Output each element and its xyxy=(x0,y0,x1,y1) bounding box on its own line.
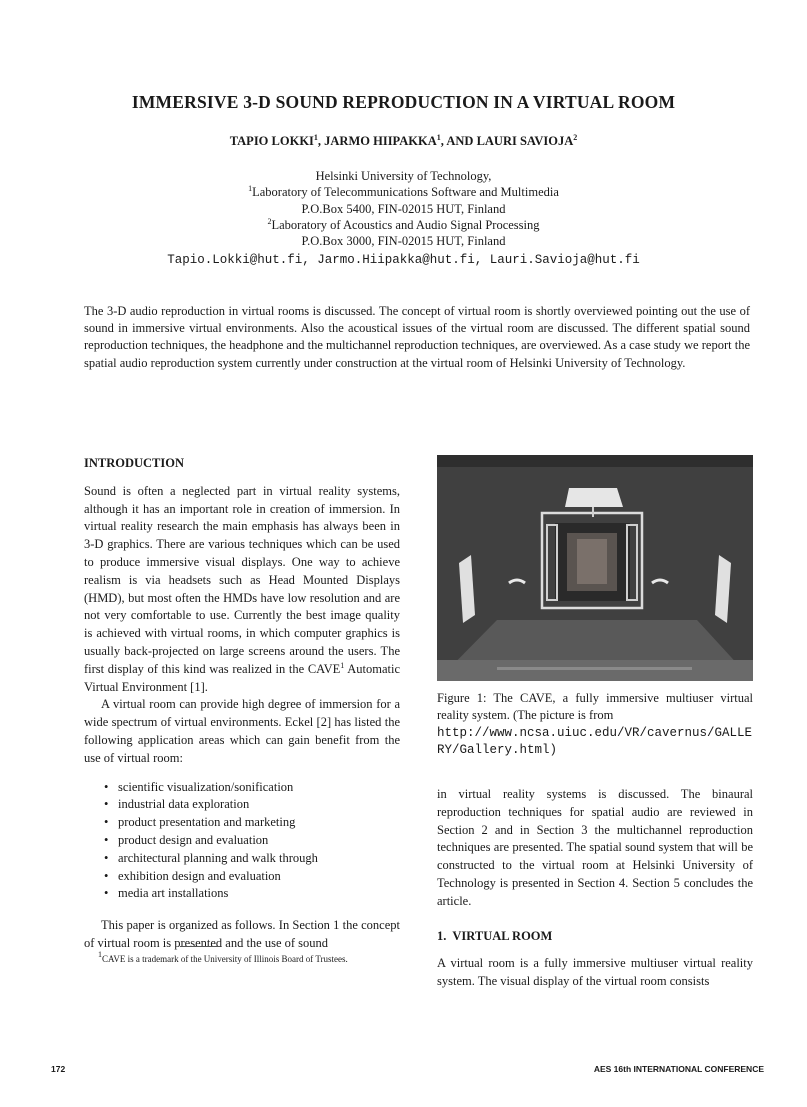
page-number: 172 xyxy=(51,1064,66,1074)
author-separator: , xyxy=(317,134,325,148)
affiliation-address1: P.O.Box 5400, FIN-02015 HUT, Finland xyxy=(301,202,506,216)
author-line xyxy=(0,134,807,149)
bullet-icon: • xyxy=(104,832,109,847)
right-paragraph-1: in virtual reality systems is discussed. The binaural reproduction techniques for spatial audio are reviewed in Section 2 and in Section 3 the multichannel reproduction techniques are presented. The spatial sound system that will be constructed to the virtual room at Helsinki University of Technology is presented in Section 4. Section 5 concludes the article. xyxy=(437,787,753,908)
list-item: • exhibition design and evaluation xyxy=(102,868,400,886)
footnote-rule xyxy=(180,946,220,947)
affiliation-lab1-text: Laboratory of Telecommunications Software and Multimedia xyxy=(252,185,559,199)
footnote xyxy=(98,950,408,965)
affiliation-lab2-text: Laboratory of Acoustics and Audio Signal Processing xyxy=(271,218,540,232)
affiliation-sup: 1 xyxy=(248,184,253,193)
intro-paragraph-2: A virtual room can provide high degree of immersion for a wide spectrum of virtual environments. Eckel [2] has listed the following application areas which can gain benefit from the use of virtual room: xyxy=(84,697,400,765)
paper-title: IMMERSIVE 3-D SOUND REPRODUCTION IN A VIRTUAL ROOM xyxy=(131,92,676,112)
cave-photo-drawing xyxy=(437,455,753,681)
figure-label: Figure 1: xyxy=(437,691,487,705)
footnote-sup: 1 xyxy=(98,950,102,959)
left-column xyxy=(84,455,400,953)
author-sup: 1 xyxy=(436,133,441,142)
affiliation-lab1 xyxy=(0,184,807,200)
author-emails: Tapio.Lokki@hut.fi, Jarmo.Hiipakka@hut.fi, Lauri.Savioja@hut.fi xyxy=(167,253,640,267)
application-list xyxy=(102,779,400,904)
bullet-icon: • xyxy=(104,815,109,830)
bullet-icon: • xyxy=(104,797,109,812)
author-sup: 1 xyxy=(313,133,318,142)
author-name: LAURI SAVIOJA xyxy=(476,134,574,148)
list-item: • product design and evaluation xyxy=(102,832,400,850)
author-separator: , AND xyxy=(440,134,477,148)
caption-text: The CAVE, a fully immersive multiuser virtual reality system. (The picture is from xyxy=(437,691,753,723)
author-name: JARMO HIIPAKKA xyxy=(324,134,437,148)
affiliation-sup: 2 xyxy=(267,217,272,226)
author-name: TAPIO LOKKI xyxy=(229,134,314,148)
list-item: • media art installations xyxy=(102,885,400,903)
intro-p1-text: Sound is often a neglected part in virtual reality systems, although it has an important role in creation of immersion. In virtual reality research the main emphasis has always been in 3-D graphics. There are various techniques which can be used to produce immersive visual displays. One way to achieve realism is via headsets such as Head Mounted Displays (HMD), but most often the HMDs have low resolution and are not very comfortable to use. Currently the best image quality is achieved with virtual rooms, in which computer graphics is usually back-projected on large screens around the users. The first display of this kind was realized in the CAVE xyxy=(84,483,400,676)
list-item: • industrial data exploration xyxy=(102,796,400,814)
list-item: • scientific visualization/sonification xyxy=(102,779,400,797)
conference-name: AES 16th INTERNATIONAL CONFERENCE xyxy=(593,1064,764,1074)
caption-url: http://www.ncsa.uiuc.edu/VR/cavernus/GALLERY/Gallery.html) xyxy=(437,725,753,758)
intro-p1-tail: Automatic Virtual Environment [1]. xyxy=(84,661,400,694)
section-heading-virtual-room: 1. VIRTUAL ROOM xyxy=(437,928,553,943)
footnote-marker: 1 xyxy=(340,660,345,670)
section-heading-introduction: INTRODUCTION xyxy=(84,456,185,470)
bullet-icon: • xyxy=(104,868,109,883)
footnote-text: CAVE is a trademark of the University of Illinois Board of Trustees. xyxy=(102,954,348,964)
bullet-icon: • xyxy=(104,850,109,865)
intro-paragraph-3: This paper is organized as follows. In Section 1 the concept of virtual room is presented and the use of sound xyxy=(84,918,400,950)
affiliation-university: Helsinki University of Technology, xyxy=(315,169,492,183)
right-paragraph-2: A virtual room is a fully immersive multiuser virtual reality system. The visual display of the virtual room consists xyxy=(437,956,753,989)
bullet-icon: • xyxy=(104,779,109,794)
list-item: • architectural planning and walk through xyxy=(102,850,400,868)
affiliation-address2: P.O.Box 3000, FIN-02015 HUT, Finland xyxy=(301,234,506,248)
author-sup: 2 xyxy=(573,133,578,142)
caption-text-block xyxy=(437,690,753,725)
affiliation-lab2 xyxy=(0,217,807,233)
bullet-icon: • xyxy=(104,886,109,901)
abstract: The 3-D audio reproduction in virtual rooms is discussed. The concept of virtual room is shortly overviewed pointing out the use of sound in immersive virtual environments. Also the acoustical issues of the virtual room are discussed. The different spatial sound reproduction techniques, the headphone and the multichannel reproduction techniques, are overviewed. As a case study we report the spatial audio reproduction system currently under construction at the virtual room of Helsinki University of Technology. xyxy=(84,304,750,370)
intro-paragraph-1 xyxy=(84,483,400,697)
list-item: • product presentation and marketing xyxy=(102,814,400,832)
right-column xyxy=(437,786,753,991)
figure-caption xyxy=(437,690,753,760)
cave-photo xyxy=(437,455,753,681)
